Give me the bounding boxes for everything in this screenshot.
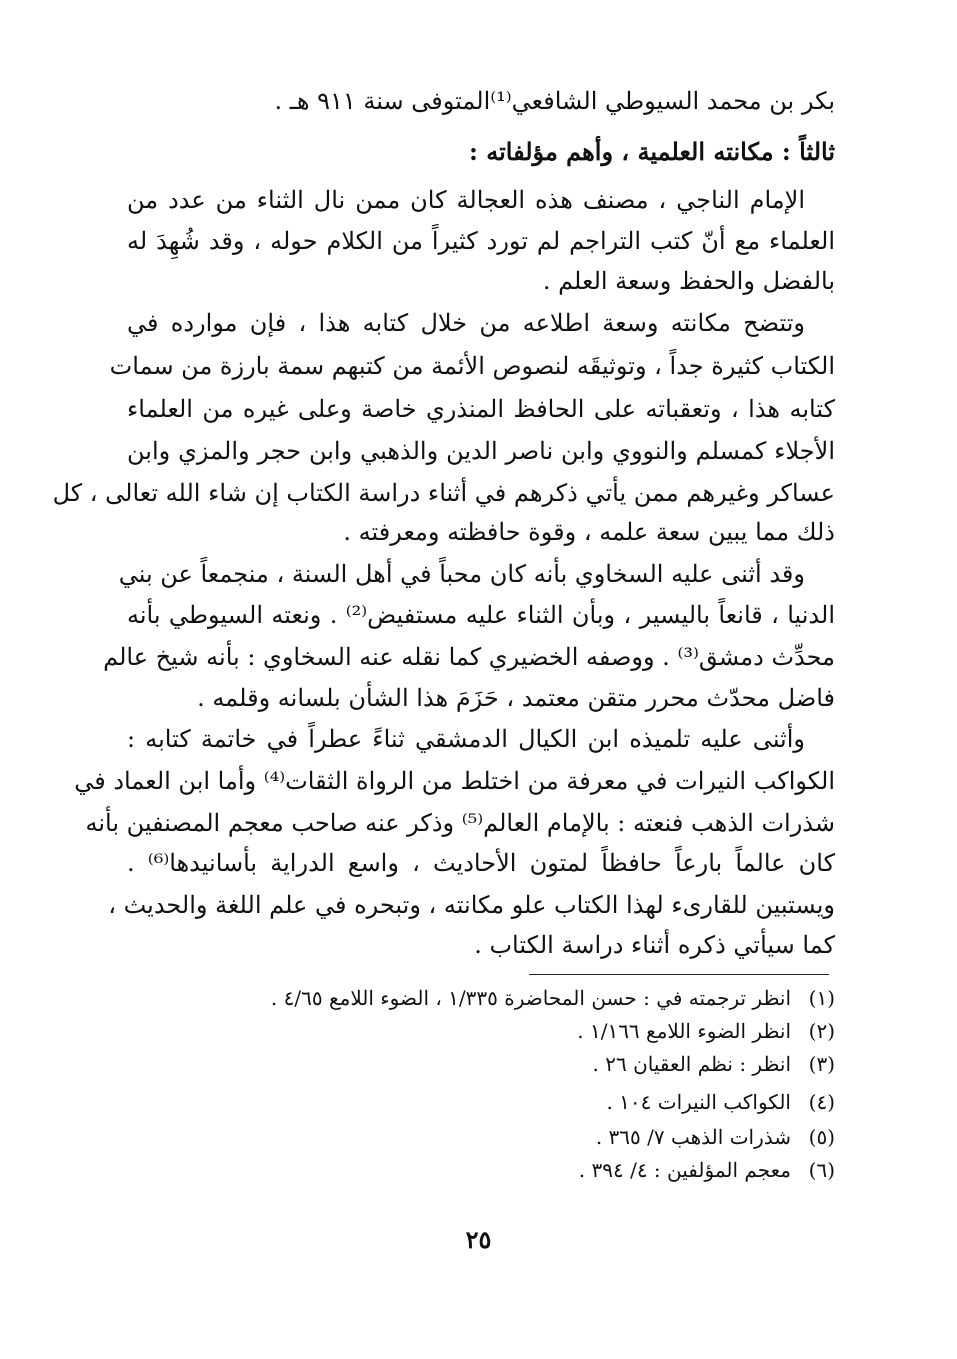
footnote-number: (٥) [808, 1125, 835, 1149]
footnote-text: انظر ترجمته في : حسن المحاضرة ١/٣٣٥ ، الضوء اللامع ٤/٦٥ . [270, 986, 791, 1010]
body-line-13: الدنيا ، قانعاً باليسير ، وبأن الثناء عليه مستفيض⁽²⁾ . ونعته السيوطي بأنه [127, 601, 836, 629]
body-line-9: الأجلاء كمسلم والنووي وابن ناصر الدين والذهبي وابن حجر والمزي وابن [127, 437, 835, 465]
footnote-number: (٦) [808, 1158, 835, 1182]
body-line-21: كما سيأتي ذكره أثناء دراسة الكتاب . [474, 931, 835, 959]
body-line-11: ذلك مما يبين سعة علمه ، وقوة حافظته ومعرفته . [343, 518, 835, 546]
body-line-14: محدِّث دمشق⁽³⁾ . ووصفه الخضيري كما نقله عنه السخاوي : بأنه شيخ عالم [103, 643, 835, 671]
section-heading: ثالثاً : مكانته العلمية ، وأهم مؤلفاته : [469, 137, 835, 166]
footnote-separator [529, 974, 829, 975]
footnote-text: شذرات الذهب ٧/ ٣٦٥ . [595, 1125, 791, 1149]
footnote-number: (٣) [808, 1052, 835, 1076]
body-line-17: الكواكب النيرات في معرفة من اختلط من الرواة الثقات⁽⁴⁾ وأما ابن العماد في [74, 767, 835, 795]
body-line-15: فاضل محدّث محرر متقن معتمد ، حَزَمَ هذا الشأن بلسانه وقلمه . [197, 684, 835, 712]
footnote-2 [127, 1017, 835, 1049]
body-line-5: بالفضل والحفظ وسعة العلم . [542, 267, 835, 295]
body-line-1: بكر بن محمد السيوطي الشافعي⁽¹⁾المتوفى سنة ٩١١ هـ . [274, 87, 835, 115]
body-line-10: عساكر وغيرهم ممن يأتي ذكرهم في أثناء دراسة الكتاب إن شاء الله تعالى ، كل [52, 479, 835, 507]
body-line-12: وقد أثنى عليه السخاوي بأنه كان محباً في أهل السنة ، منجمعاً عن بني [118, 560, 805, 588]
body-line-3: الإمام الناجي ، مصنف هذه العجالة كان ممن نال الثناء من عدد من [127, 186, 805, 214]
footnote-text: معجم المؤلفين : ٤/ ٣٩٤ . [578, 1158, 791, 1182]
body-line-7: الكتاب كثيرة جداً ، وتوثيقَه لنصوص الأئمة من كتبهم سمة بارزة من سمات [109, 352, 835, 380]
body-line-6: وتتضح مكانته وسعة اطلاعه من خلال كتابه هذا ، فإن موارده في [127, 309, 805, 337]
footnote-number: (٤) [808, 1090, 835, 1114]
footnote-number: (٢) [808, 1019, 835, 1043]
body-line-4: العلماء مع أنّ كتب التراجم لم تورد كثيراً من الكلام حوله ، وقد شُهِدَ له [127, 227, 835, 255]
footnote-3 [127, 1050, 835, 1082]
footnote-number: (١) [808, 986, 835, 1010]
footnote-text: انظر الضوء اللامع ١/١٦٦ . [577, 1019, 791, 1043]
footnote-1 [127, 984, 835, 1016]
footnote-6 [127, 1156, 835, 1188]
footnote-4 [127, 1088, 835, 1120]
body-line-8: كتابه هذا ، وتعقباته على الحافظ المنذري خاصة وعلى غيره من العلماء [127, 395, 835, 423]
body-line-18: شذرات الذهب فنعته : بالإمام العالم⁽⁵⁾ وذكر عنه صاحب معجم المصنفين بأنه [85, 809, 835, 837]
footnote-text: انظر : نظم العقيان ٢٦ . [592, 1052, 791, 1076]
body-line-19: كان عالماً بارعاً حافظاً لمتون الأحاديث ، واسع الدراية بأسانيدها⁽⁶⁾ . [127, 849, 836, 877]
footnote-5 [127, 1123, 835, 1155]
body-line-16: وأثنى عليه تلميذه ابن الكيال الدمشقي ثناءً عطراً في خاتمة كتابه : [127, 725, 805, 753]
page-number: ٢٥ [465, 1225, 492, 1254]
footnote-text: الكواكب النيرات ١٠٤ . [606, 1090, 791, 1114]
body-line-20: ويستبين للقارىء لهذا الكتاب علو مكانته ، وتبحره في علم اللغة والحديث ، [108, 891, 835, 919]
